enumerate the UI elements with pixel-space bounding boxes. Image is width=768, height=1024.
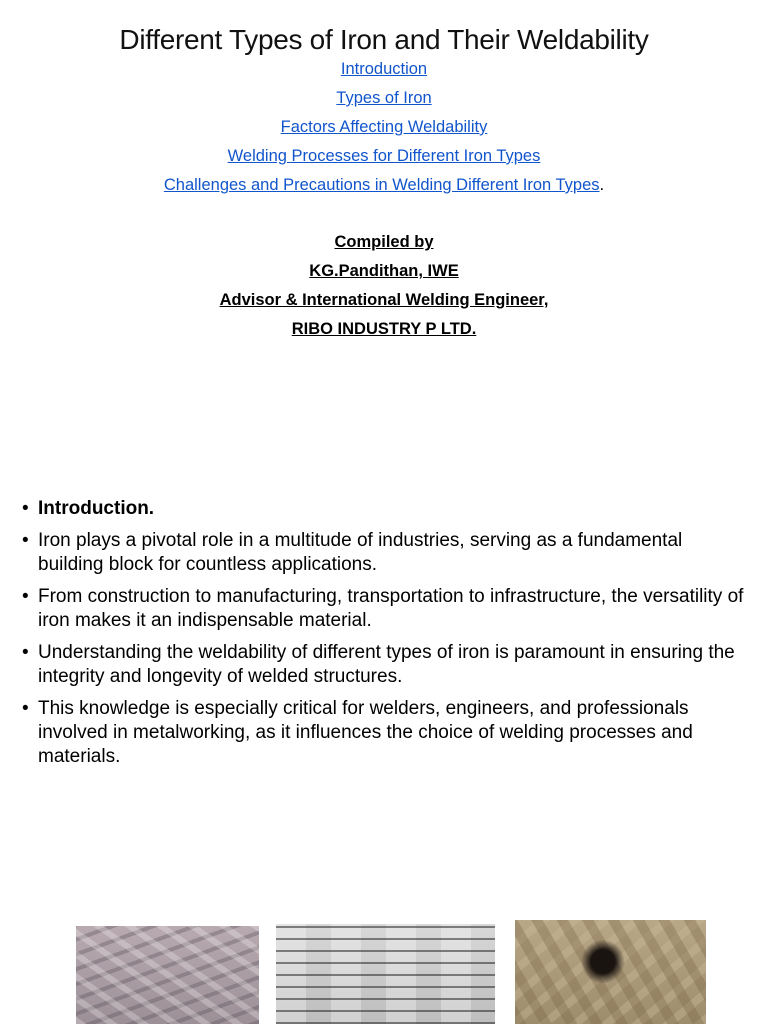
- toc-link-welding-processes[interactable]: Welding Processes for Different Iron Types: [227, 147, 541, 165]
- iron-ore-photo: [76, 926, 259, 1024]
- bullet-icon: •: [22, 498, 29, 519]
- author-company: RIBO INDUSTRY P LTD.: [291, 320, 477, 338]
- toc-link-challenges-precautions[interactable]: Challenges and Precautions in Welding Different Iron Types: [163, 176, 600, 194]
- bullet-icon: •: [22, 530, 29, 551]
- introduction-bullet-list: [22, 497, 750, 777]
- toc-link-factors-affecting-weldability[interactable]: Factors Affecting Weldability: [280, 118, 488, 136]
- bullet-icon: •: [22, 586, 29, 607]
- iron-sample-images: [0, 920, 768, 1024]
- list-item: [22, 529, 750, 577]
- bullet-text: This knowledge is especially critical for welders, engineers, and professionals involved in metalworking, as it influences the choice of welding processes and materials.: [38, 698, 693, 767]
- iron-microstructure-photo: [276, 924, 495, 1024]
- list-item: [22, 497, 750, 521]
- table-of-contents: [0, 55, 768, 200]
- toc-link-introduction[interactable]: Introduction: [340, 60, 428, 78]
- bullet-text: Understanding the weldability of different types of iron is paramount in ensuring the integrity and longevity of welded structures.: [38, 642, 735, 687]
- author-block: [0, 228, 768, 344]
- bullet-icon: •: [22, 698, 29, 719]
- bullet-text: Introduction.: [38, 498, 155, 519]
- document-title: Different Types of Iron and Their Weldability: [119, 24, 649, 55]
- bullet-icon: •: [22, 642, 29, 663]
- bullet-text: Iron plays a pivotal role in a multitude of industries, serving as a fundamental building block for countless applications.: [38, 530, 683, 575]
- cast-iron-micrograph-photo: [515, 920, 706, 1024]
- list-item: [22, 697, 750, 769]
- toc-link-types-of-iron[interactable]: Types of Iron: [336, 89, 432, 107]
- toc-suffix: .: [599, 176, 605, 194]
- author-name: KG.Pandithan, IWE: [309, 262, 459, 280]
- list-item: [22, 641, 750, 689]
- list-item: [22, 585, 750, 633]
- compiled-by-label: Compiled by: [334, 233, 434, 251]
- bullet-text: From construction to manufacturing, transportation to infrastructure, the versatility of iron makes it an indispensable material.: [38, 586, 744, 631]
- author-title: Advisor & International Welding Engineer,: [219, 291, 549, 309]
